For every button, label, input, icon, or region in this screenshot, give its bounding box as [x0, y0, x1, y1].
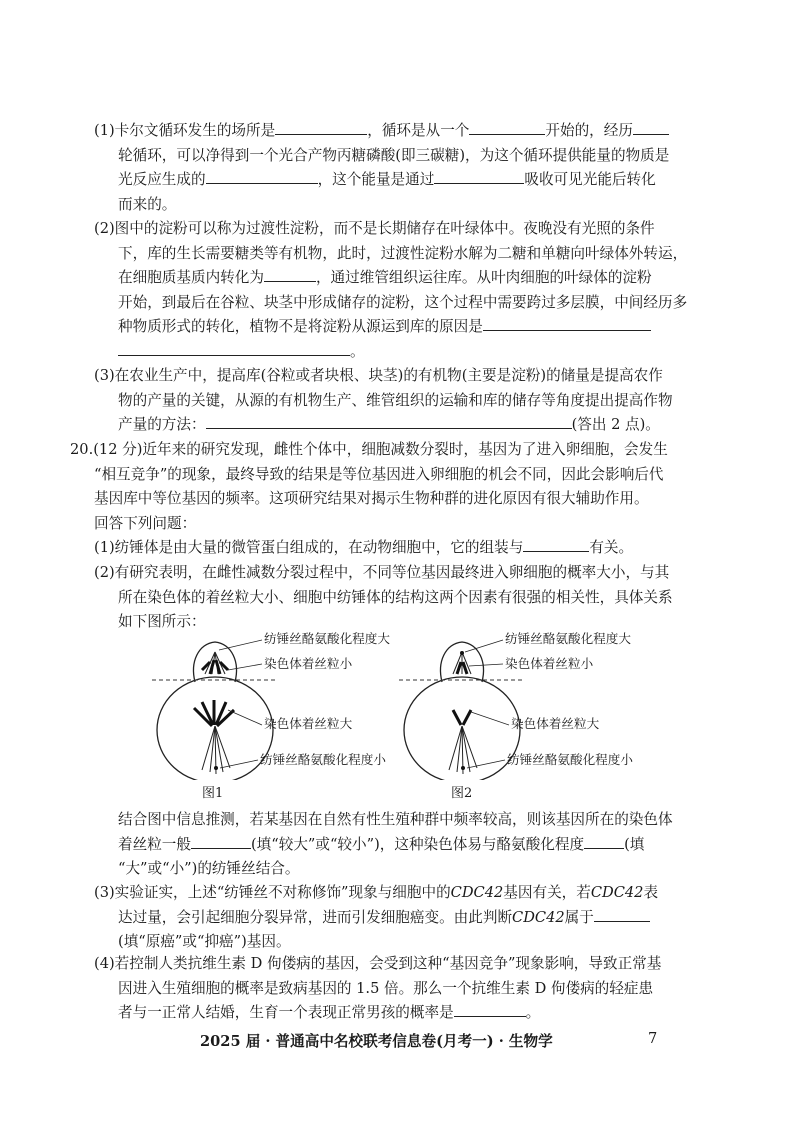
answer-blank: [483, 316, 651, 331]
gene-name: CDC42: [512, 908, 565, 926]
q20-intro-line: 基因库中等位基因的频率。这项研究结果对揭示生物种群的进化原因有很大辅助作用。: [94, 490, 649, 508]
q19-p1-text: ，循环是从一个: [367, 122, 470, 139]
figure-label: 纺锤丝酪氨酸化程度小: [507, 752, 633, 767]
figure-label: 纺锤丝酪氨酸化程度大: [505, 631, 631, 646]
answer-blank: [206, 414, 572, 429]
q20-p4-text: 。: [525, 1004, 541, 1022]
q20-intro-text: (12 分)近年来的研究发现，雌性个体中，细胞减数分裂时，基因为了进入卵细胞，会发生: [93, 441, 668, 458]
q20-p3-line: (填“原癌”或“抑癌”)基因。: [118, 933, 291, 951]
footer-title: 2025 届 · 普通高中名校联考信息卷(月考一) · 生物学: [200, 1033, 553, 1050]
q19-p3-line: 物的产量的关键，从源的有机物生产、维管组织的运输和库的储存等角度提出提高作物: [118, 391, 673, 409]
q20-p4-line: 因进入生殖细胞的概率是致病基因的 1.5 倍。那么一个抗维生素 D 佝偻病的轻症患: [118, 979, 654, 997]
q20-part4: [94, 952, 661, 1026]
q19-part3: [94, 364, 673, 438]
q20-p2b-text: 着丝粒一般: [118, 835, 191, 853]
figure-label: 染色体着丝粒小: [264, 656, 353, 671]
answer-blank: [434, 169, 524, 184]
q20-p2-line: 所在染色体的着丝粒大小、细胞中纺锤体的结构这两个因素有很强的相关性，具体关系: [118, 588, 673, 606]
q20-intro: [70, 438, 668, 536]
q20-p1-text: 有关。: [589, 539, 634, 556]
q19-p1-text: 开始的，经历: [545, 122, 633, 139]
q20-p2b-text: (填“较大”或“较小”)，这种染色体易与酪氨酸化程度: [250, 835, 585, 853]
q19-p2-line: 下，库的生长需要糖类等有机物，此时，过渡性淀粉水解为二糖和单糖向叶绿体外转运，: [118, 244, 688, 262]
q20-p2b-line: 结合图中信息推测，若某基因在自然有性生殖种群中频率较高，则该基因所在的染色体: [118, 811, 673, 828]
q20-part3: [94, 881, 658, 955]
q19-p2-line: 开始，到最后在谷粒、块茎中形成储存的淀粉，这个过程中需要跨过多层膜，中间经历多: [118, 293, 688, 311]
answer-blank: [454, 1002, 526, 1017]
answer-blank: [191, 834, 251, 849]
q20-p3-text: 属于: [564, 908, 594, 926]
figure-1: [150, 630, 400, 810]
q19-p2-text: ，通过维管组织运往库。从叶肉细胞的叶绿体的淀粉: [315, 269, 652, 287]
q19-p1-line: 而来的。: [118, 195, 177, 213]
q19-p1-text: ，这个能量是通过: [317, 171, 435, 189]
question-number: 20.: [70, 441, 94, 458]
figure-caption: 图2: [451, 786, 473, 801]
q20-part2-question: [118, 808, 673, 882]
q20-p4-line: (4)若控制人类抗维生素 D 佝偻病的基因，会受到这种“基因竞争”现象影响，导致正常基: [94, 955, 662, 972]
q20-p3-text: 基因有关，若: [503, 884, 591, 901]
answer-blank: [523, 537, 589, 552]
q19-part2: [94, 217, 687, 365]
q20-p3-text: (3)实验证实，上述“纺锤丝不对称修饰”现象与细胞中的: [94, 884, 451, 901]
gene-name: CDC42: [590, 884, 644, 901]
q19-part1: [94, 119, 669, 217]
gene-name: CDC42: [450, 884, 504, 901]
q19-p3-text: 产量的方法：: [118, 416, 206, 434]
figure-caption: 图1: [202, 786, 224, 801]
q19-p2-text: 在细胞质基质内转化为: [118, 269, 264, 287]
answer-blank: [594, 907, 650, 922]
figure-label: 纺锤丝酪氨酸化程度大: [264, 631, 390, 646]
q19-p2-text: 种物质形式的转化，植物不是将淀粉从源运到库的原因是: [118, 318, 483, 336]
figure-label: 染色体着丝粒大: [264, 716, 353, 731]
page-number: 7: [648, 1030, 658, 1047]
answer-blank: [264, 267, 316, 282]
q19-p1-text: (1)卡尔文循环发生的场所是: [94, 122, 276, 139]
answer-blank: [469, 120, 545, 135]
answer-blank: [275, 120, 367, 135]
answer-blank: [206, 169, 318, 184]
figure-label: 染色体着丝粒大: [511, 716, 600, 731]
q20-p2b-text: (填: [624, 835, 645, 853]
q19-p1-line: 轮循环，可以净得到一个光合产物丙糖磷酸(即三碳糖)，为这个循环提供能量的物质是: [118, 146, 670, 164]
q20-p3-text: 表: [643, 884, 659, 901]
answer-blank: [584, 834, 624, 849]
q20-p2-line: (2)有研究表明，在雌性减数分裂过程中，不同等位基因最终进入卵细胞的概率大小，与其: [94, 564, 670, 581]
q20-part1: [94, 536, 633, 561]
q20-part2: [94, 561, 673, 635]
answer-blank: [118, 341, 350, 356]
q19-p1-text: 光反应生成的: [118, 171, 206, 189]
figure-label: 染色体着丝粒小: [505, 656, 594, 671]
q19-p3-line: (3)在农业生产中，提高库(谷粒或者块根、块茎)的有机物(主要是淀粉)的储量是提高农作: [94, 367, 663, 384]
q20-p4-text: 者与一正常人结婚，生育一个表现正常男孩的概率是: [118, 1004, 454, 1022]
figure-label: 纺锤丝酪氨酸化程度小: [260, 752, 386, 767]
q20-p1-text: (1)纺锤体是由大量的微管蛋白组成的，在动物细胞中，它的组装与: [94, 539, 524, 556]
q19-p1-text: 吸收可见光能后转化: [524, 171, 656, 189]
q20-intro-line: 回答下列问题：: [94, 514, 197, 532]
q19-p2-text: 。: [350, 342, 365, 360]
q19-p2-line: (2)图中的淀粉可以称为过渡性淀粉，而不是长期储存在叶绿体中。夜晚没有光照的条件: [94, 220, 655, 237]
q20-p2b-line: “大”或“小”)的纺锤丝结合。: [118, 860, 300, 878]
figure-2: [397, 630, 647, 810]
q20-p3-text: 达过量，会引起细胞分裂异常，进而引发细胞癌变。由此判断: [118, 908, 513, 926]
q20-intro-line: “相互竞争”的现象，最终导致的结果是等位基因进入卵细胞的机会不同，因此会影响后代: [94, 465, 664, 483]
q20-p2-line: 如下图所示：: [118, 613, 206, 631]
q19-p3-text: (答出 2 点)。: [571, 416, 660, 434]
answer-blank: [633, 120, 669, 135]
